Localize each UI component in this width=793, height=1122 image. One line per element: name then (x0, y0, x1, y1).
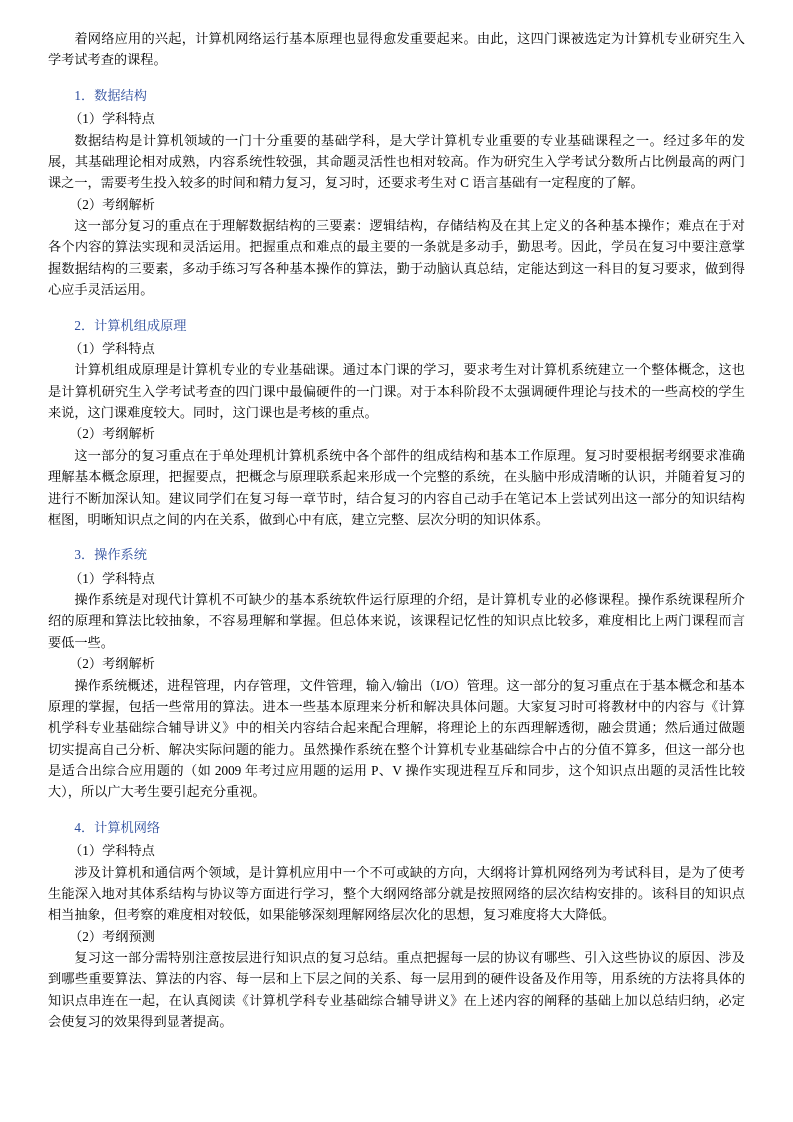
section-computer-network (48, 817, 745, 1033)
subsection-label: （2）考纲预测 (69, 928, 155, 944)
subsection-label: （2）考纲解析 (69, 656, 155, 672)
intro-paragraph: 着网络应用的兴起，计算机网络运行基本原理也显得愈发重要起来。由此，这四门课被选定为计算机专业研究生入学考试考查的课程。 (48, 31, 745, 68)
subsection-text: 数据结构是计算机领域的一门十分重要的基础学科，是大学计算机专业重要的专业基础课程之一。经过多年的发展，其基础理论相对成熟，内容系统性较强，其命题灵活性也相对较高。作为研究生入学考试分数所占比例最高的两门课之一，需要考生投入较多的时间和精力复习，复习时，还要求考生对 C 语言基础有一定程度的了解。 (48, 132, 745, 191)
section-title: 操作系统 (94, 547, 147, 563)
section-title: 计算机网络 (94, 819, 161, 835)
subsection-label: （1）学科特点 (69, 111, 155, 127)
subsection-text: 复习这一部分需特别注意按层进行知识点的复习总结。重点把握每一层的协议有哪些、引入这些协议的原因、涉及到哪些重要算法、算法的内容、每一层和上下层之间的关系、每一层用到的硬件设备及作用等，用系统的方法将具体的知识点串连在一起，在认真阅读《计算机学科专业基础综合辅导讲义》在上述内容的阐释的基础上加以总结归纳，必定会使复习的效果得到显著提高。 (48, 950, 745, 1030)
section-computer-organization (48, 315, 745, 531)
subsection-label: （1）学科特点 (69, 570, 155, 586)
section-heading (48, 85, 745, 106)
subsection-label: （2）考纲解析 (69, 426, 155, 442)
section-heading (48, 315, 745, 336)
section-heading (48, 817, 745, 838)
section-number: 3． (74, 547, 95, 563)
section-number: 2． (74, 317, 95, 333)
subsection-label: （1）学科特点 (69, 843, 155, 859)
section-heading (48, 544, 745, 565)
subsection-label: （1）学科特点 (69, 340, 155, 356)
section-number: 4． (74, 819, 95, 835)
subsection-text: 涉及计算机和通信两个领域，是计算机应用中一个不可或缺的方向，大纲将计算机网络列为考试科目，是为了使考生能深入地对其体系结构与协议等方面进行学习，整个大纲网络部分就是按照网络的层次结构安排的。该科目的知识点相当抽象，但考察的难度相对较低，如果能够深刻理解网络层次化的思想，复习难度将大大降低。 (48, 864, 745, 923)
subsection-label: （2）考纲解析 (69, 196, 155, 212)
section-operating-system (48, 544, 745, 803)
subsection-text: 操作系统是对现代计算机不可缺少的基本系统软件运行原理的介绍，是计算机专业的必修课程。操作系统课程所介绍的原理和算法比较抽象，不容易理解和掌握。但总体来说，该课程记忆性的知识点比较多，难度相比上两门课程而言要低一些。 (48, 592, 745, 650)
section-title: 数据结构 (94, 87, 147, 103)
subsection-text: 这一部分复习的重点在于理解数据结构的三要素：逻辑结构，存储结构及在其上定义的各种基本操作；难点在于对各个内容的算法实现和灵活运用。把握重点和难点的最主要的一条就是多动手，勤思考。因此，学员在复习中要注意掌握数据结构的三要素，多动手练习写各种基本操作的算法，勤于动脑认真总结，定能达到这一科目的复习要求，做到得心应手灵活运用。 (48, 218, 745, 298)
subsection-text: 这一部分的复习重点在于单处理机计算机系统中各个部件的组成结构和基本工作原理。复习时要根据考纲要求准确理解基本概念原理，把握要点，把概念与原理联系起来形成一个完整的系统，在头脑中形成清晰的认识，并随着复习的进行不断加深认知。建议同学们在复习每一章节时，结合复习的内容自己动手在笔记本上尝试列出这一部分的知识结构框图，明晰知识点之间的内在关系，做到心中有底，建立完整、层次分明的知识体系。 (48, 447, 745, 527)
subsection-text: 计算机组成原理是计算机专业的专业基础课。通过本门课的学习，要求考生对计算机系统建立一个整体概念，这也是计算机研究生入学考试考查的四门课中最偏硬件的一门课。对于本科阶段不太强调硬件理论与技术的一些高校的学生来说，这门课难度较大。同时，这门课也是考核的重点。 (48, 362, 745, 420)
subsection-text: 操作系统概述，进程管理，内存管理，文件管理，输入/输出（I/O）管理。这一部分的复习重点在于基本概念和基本原理的掌握，包括一些常用的算法。进本一些基本原理来分析和解决具体问题。大家复习时可将教材中的内容与《计算机学科专业基础综合辅导讲义》中的相关内容结合起来配合理解，将理论上的东西理解透彻，融会贯通；然后通过做题切实提高自己分析、解决实际问题的能力。虽然操作系统在整个计算机专业基础综合中占的分值不算多，但这一部分也是适合出综合应用题的（如 2009 年考过应用题的运用 P、V 操作实现进程互斥和同步，这个知识点出题的灵活性比较大），所以广大考生要引起充分重视。 (48, 677, 745, 800)
section-data-structure (48, 85, 745, 301)
section-title: 计算机组成原理 (94, 317, 187, 333)
section-number: 1． (74, 87, 95, 103)
